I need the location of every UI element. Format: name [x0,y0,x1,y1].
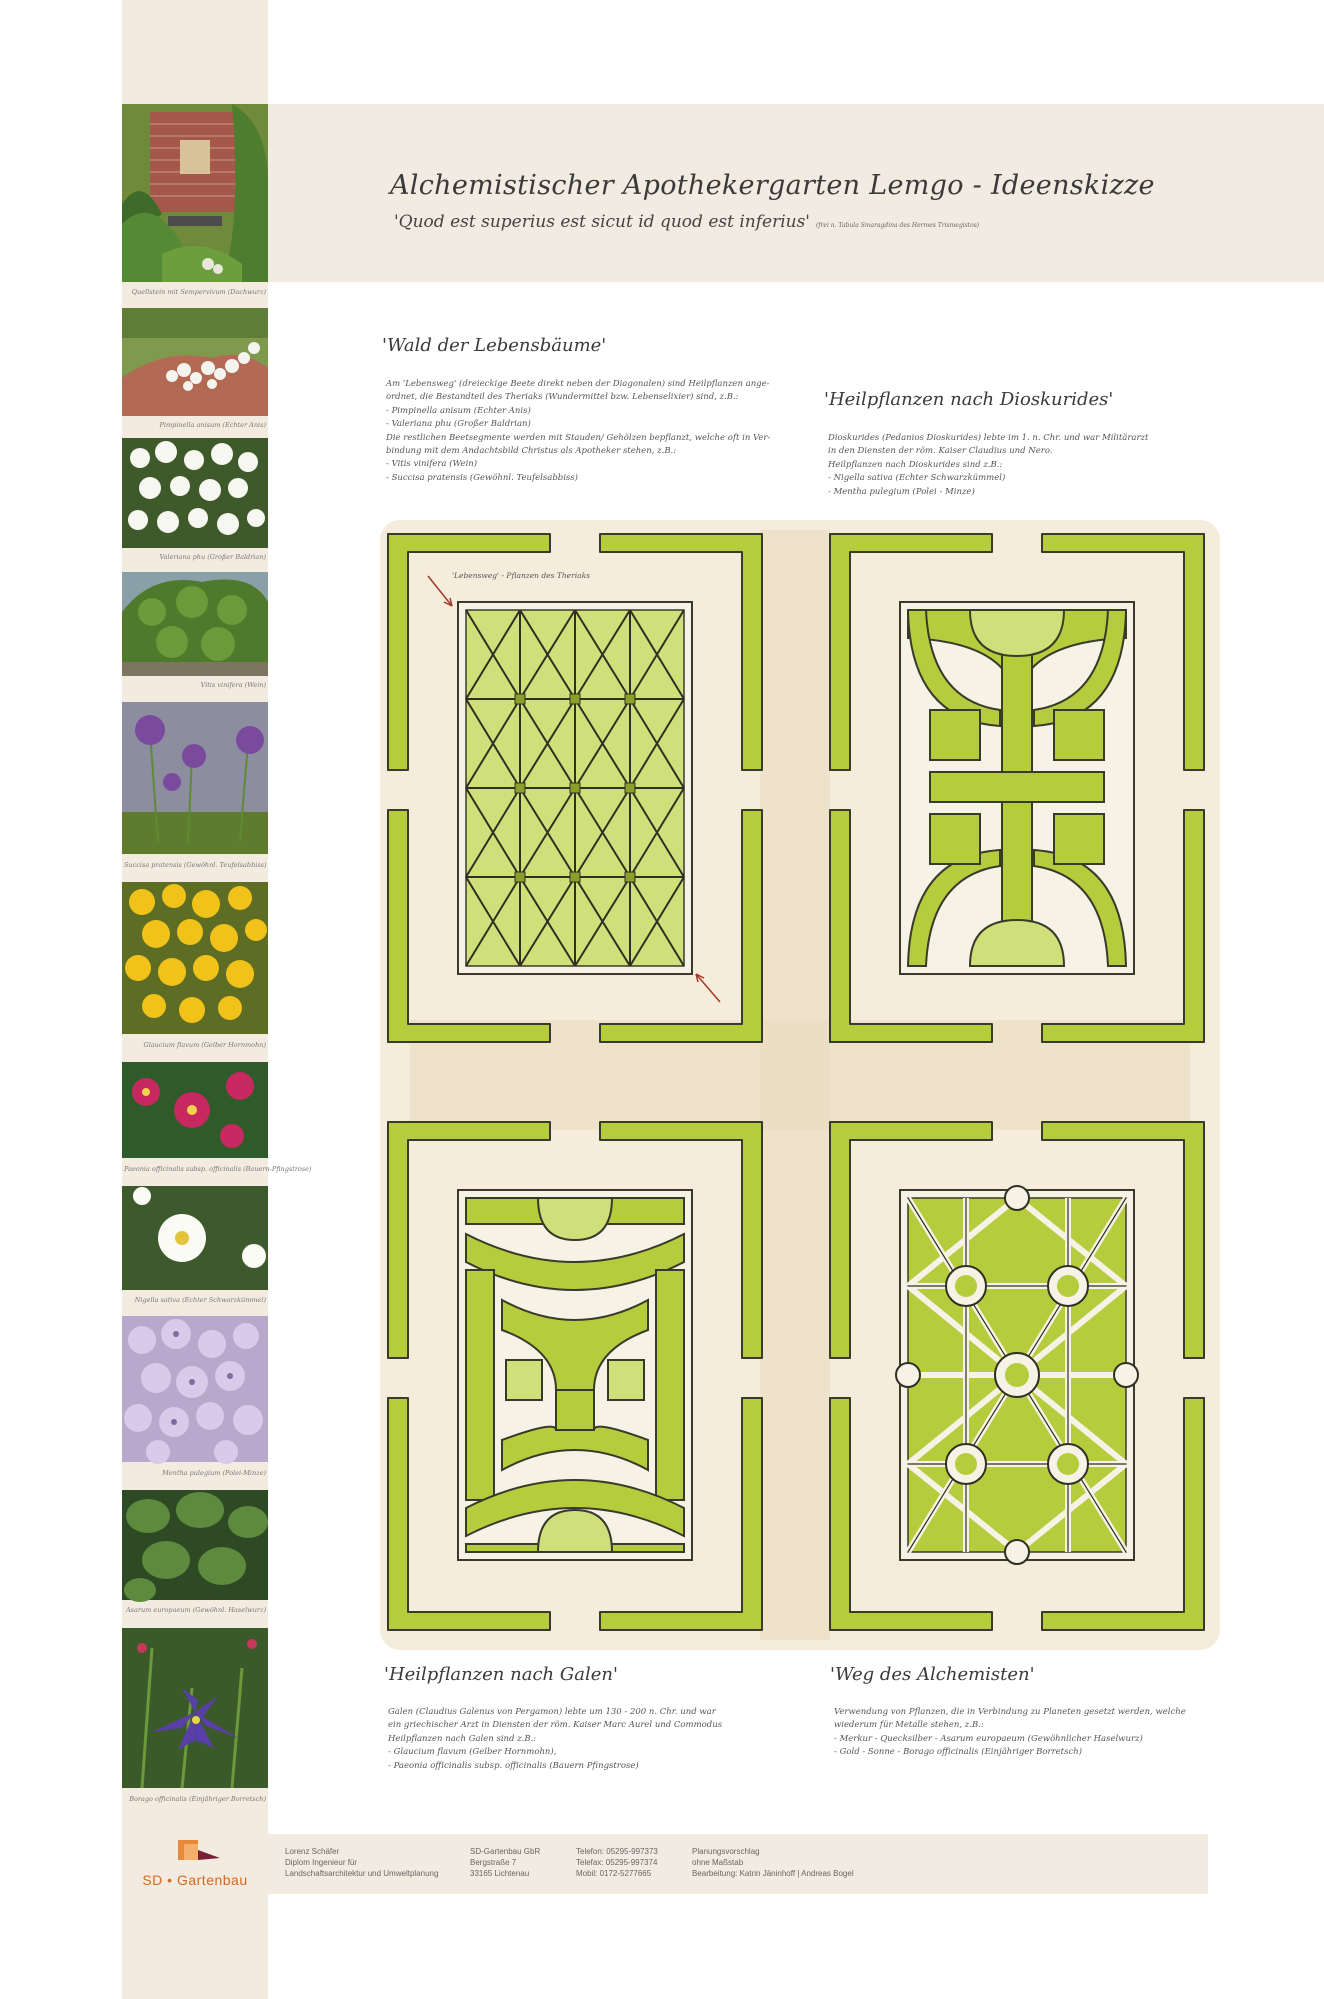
caption-fountain: Quellstein mit Sempervivum (Dachwurz) [131,288,266,296]
annotation-lebensweg: 'Lebensweg' - Pflanzen des Theriaks [452,571,590,580]
section-title-dioskurides: 'Heilpflanzen nach Dioskurides' [824,389,1114,410]
caption-hornpoppy: Glaucium flavum (Gelber Hornmohn) [143,1041,266,1049]
photo-nigella [122,1186,268,1290]
text-line: - Mentha pulegium (Polei - Minze) [828,486,975,497]
text-line: Galen (Claudius Galenus von Pergamon) lebte um 130 - 200 n. Chr. und war [388,1707,716,1717]
footer-line: Lorenz Schäfer [285,1847,340,1856]
footer-contact [576,1846,658,1879]
footer-address [470,1846,540,1879]
photo-wall-fountain [122,104,268,282]
text-line: - Succisa pratensis (Gewöhnl. Teufelsabbiss) [386,472,578,483]
text-line: Am 'Lebensweg' (dreieckige Beete direkt neben der Diagonalen) sind Heilpflanzen ange- [386,379,770,389]
motto-source-note: (frei n. Tabula Smaragdina des Hermes Trismegistos) [816,222,980,229]
text-line: Die restlichen Beetsegmente werden mit Stauden/ Gehölzen bepflanzt, welche oft in Ver- [386,432,771,443]
footer-line: Bergstraße 7 [470,1858,517,1867]
logo-text: SD • Gartenbau [142,1872,248,1888]
footer-line: Planungsvorschlag [692,1847,760,1856]
photo-pennyroyal [122,1316,268,1462]
text-line: - Gold - Sonne - Borago officinalis (Einjähriger Borretsch) [834,1747,1083,1758]
text-line: - Valeriana phu (Großer Baldrian) [386,419,531,430]
footer-author [285,1846,438,1879]
text-line: Dioskurides (Pedanios Dioskurides) lebte im 1. n. Chr. und war Militärarzt [828,433,1149,443]
photo-asarum [122,1490,268,1600]
caption-grapevine: Vitis vinifera (Wein) [200,681,266,689]
section-title-alchemisten: 'Weg des Alchemisten' [830,1664,1035,1685]
bed-weg-des-alchemisten [896,1186,1138,1564]
text-line: Heilpflanzen nach Galen sind z.B.: [388,1733,537,1744]
footer-line: SD-Gartenbau GbR [470,1847,541,1856]
footer-plan-info [692,1846,854,1879]
path-cross-vertical [760,530,830,1640]
caption-borage: Borago officinalis (Einjähriger Borretsch) [129,1795,266,1803]
logo-mark-icon [122,1836,268,1872]
section-text-dioskurides [828,432,1148,499]
text-line: Verwendung von Pflanzen, die in Verbindung zu Planeten gesetzt werden, welche [834,1707,1186,1717]
text-line: - Vitis vinifera (Wein) [386,459,478,470]
latin-motto: 'Quod est superius est sicut id quod est inferius' [394,212,810,232]
caption-peony: Paeonia officinalis subsp. officinalis (Bauern-Pfingstrose) [124,1165,312,1173]
photo-peony [122,1062,268,1158]
caption-valerian: Valeriana phu (Großer Baldrian) [159,553,266,561]
footer-line: Mobil: 0172-5277665 [576,1869,652,1878]
section-text-wald [386,378,770,485]
text-line: ordnet, die Bestandteil des Theriaks (Wundermittel bzw. Lebenselixier) sind, z.B.: [386,392,739,403]
photo-iris [122,1628,268,1788]
section-title-galen: 'Heilpflanzen nach Galen' [384,1664,618,1685]
caption-pennyroyal: Mentha pulegium (Polei-Minze) [162,1469,266,1477]
footer-line: ohne Maßstab [692,1858,744,1867]
caption-nigella: Nigella sativa (Echter Schwarzkümmel) [134,1296,266,1304]
caption-asarum: Asarum europaeum (Gewöhnl. Haselwurz) [125,1606,266,1614]
bed-galen [458,1190,692,1560]
text-line: Heilpflanzen nach Dioskurides sind z.B.: [828,459,1003,470]
caption-anise: Pimpinella anisum (Echter Anis) [159,421,266,429]
text-line: in den Diensten der röm. Kaiser Claudius und Nero. [828,446,1053,457]
section-title-wald: 'Wald der Lebensbäume' [382,335,607,356]
bed-wald-der-lebensbaeume [428,576,720,1002]
text-line: - Nigella sativa (Echter Schwarzkümmel) [828,473,1006,484]
footer-line: 33165 Lichtenau [470,1869,530,1878]
photo-allium [122,702,268,854]
company-logo [122,1836,268,1896]
section-text-alchemisten [834,1706,1186,1760]
footer-line: Landschaftsarchitektur und Umweltplanung [285,1869,439,1878]
text-line: - Glaucium flavum (Gelber Hornmohn), [388,1747,557,1758]
caption-succisa: Succisa pratensis (Gewöhnl. Teufelsabbiss) [124,861,267,869]
text-line: - Merkur - Quecksilber - Asarum europaeum (Gewöhnlicher Haselwurz) [834,1733,1143,1744]
photo-valerian [122,438,268,548]
text-line: wiederum für Metalle stehen, z.B.: [834,1720,984,1731]
page-subtitle [394,212,979,232]
garden-plan [370,510,1230,1660]
text-line: - Paeonia officinalis subsp. officinalis (Bauern Pfingstrose) [388,1760,639,1771]
footer-line: Telefon: 05295-997373 [576,1847,658,1856]
photo-grapevine [122,572,268,676]
text-line: - Pimpinella anisum (Echter Anis) [386,405,531,416]
section-text-galen [388,1706,722,1773]
photo-hornpoppy [122,882,268,1034]
footer-line: Bearbeitung: Katrin Jäninhoff | Andreas Bogel [692,1869,854,1878]
text-line: ein griechischer Arzt in Diensten der röm. Kaiser Marc Aurel und Commodus [388,1720,723,1731]
footer-line: Diplom Ingenieur für [285,1858,358,1867]
bed-dioskurides [900,602,1134,974]
page-title: Alchemistischer Apothekergarten Lemgo - Ideenskizze [390,170,1155,201]
photo-anise [122,308,268,416]
text-line: bindung mit dem Andachtsbild Christus als Apotheker stehen, z.B.: [386,446,677,457]
footer-line: Telefax: 05295-997374 [576,1858,658,1867]
